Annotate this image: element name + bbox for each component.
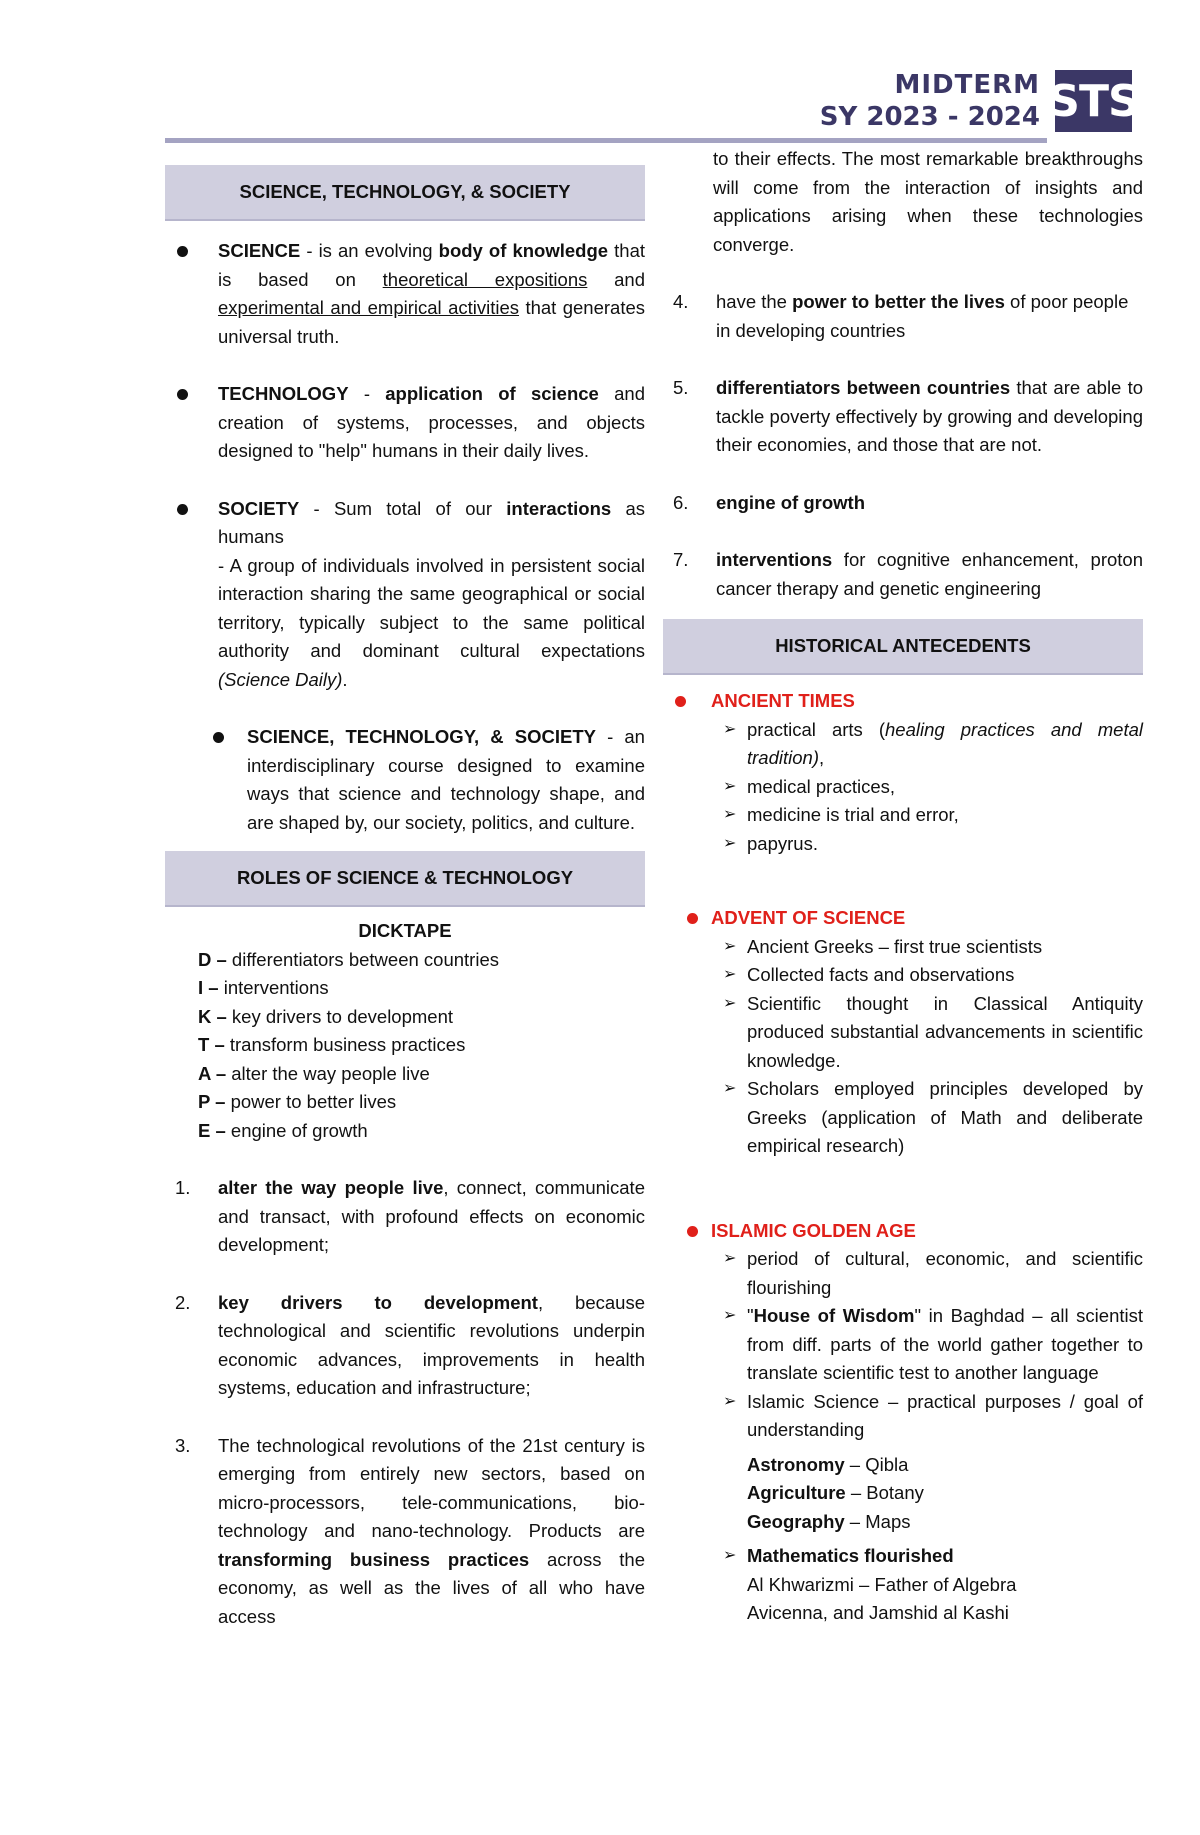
bullet-icon: [177, 504, 188, 515]
role-item-3-continued: to their effects. The most remarkable breakthroughs will come from the interaction of insights and applications arising when these technologies converge.: [713, 148, 1143, 255]
acronym-item: I – interventions: [198, 977, 329, 998]
acronym-title: DICKTAPE: [358, 920, 452, 941]
acronym-list: [165, 946, 645, 1146]
acronym-item: T – transform business practices: [198, 1034, 466, 1055]
ancient-times-title: ANCIENT TIMES: [663, 687, 1143, 716]
arrow-bullet-icon: ➢: [723, 937, 737, 955]
list-item: ➢ Islamic Science – practical purposes / goal of understanding: [663, 1388, 1143, 1445]
bullet-icon: [177, 246, 188, 257]
role-item-2: 2. key drivers to development, because technological and scientific revolutions underpin economic advances, improvements in health systems, education and infrastructure;: [175, 1291, 645, 1398]
section-title-historical: HISTORICAL ANTECEDENTS: [663, 619, 1143, 675]
role-item-1: 1. alter the way people live, connect, communicate and transact, with profound effects on economic development;: [175, 1177, 645, 1255]
bullet-icon: [213, 732, 224, 743]
section-title-sts: SCIENCE, TECHNOLOGY, & SOCIETY: [165, 165, 645, 221]
header-midterm: MIDTERM: [894, 70, 1040, 100]
sts-definition: SCIENCE, TECHNOLOGY, & SOCIETY - an interdisciplinary course designed to examine ways that science and technology shape, and are shaped by, our society, politics, and culture.: [165, 723, 645, 837]
role-item-4: 4. have the power to better the lives of poor people in developing countries: [673, 291, 1129, 341]
header-divider: [165, 138, 1047, 143]
arrow-bullet-icon: ➢: [723, 994, 737, 1012]
role-item-3: 3. The technological revolutions of the 21st century is emerging from entirely new sectors, based on micro-processors, tele-communications, bio-technology and nano-technology. Products are transforming business practices across the economy, as well as the lives of all who have access: [175, 1434, 645, 1627]
technology-definition: TECHNOLOGY - application of science and creation of systems, processes, and objects designed to "help" humans in their daily lives.: [165, 380, 645, 466]
arrow-bullet-icon: ➢: [723, 1307, 737, 1324]
sts-logo: STS: [1055, 70, 1132, 132]
list-item: ➢ Scholars employed principles developed by Greeks (application of Math and deliberate empirical research): [663, 1075, 1143, 1161]
list-item: ➢ "House of Wisdom" in Baghdad – all scientist from diff. parts of the world gather together to translate scientific test to another language: [663, 1302, 1143, 1388]
arrow-bullet-icon: ➢: [723, 1392, 737, 1410]
arrow-bullet-icon: ➢: [723, 834, 737, 852]
acronym-item: D – differentiators between countries: [198, 948, 499, 970]
arrow-bullet-icon: ➢: [723, 1080, 737, 1097]
bullet-icon: [177, 389, 188, 400]
acronym-item: A – alter the way people live: [198, 1062, 430, 1084]
math-line: Avicenna, and Jamshid al Kashi: [747, 1602, 1009, 1623]
list-item: ➢ practical arts (healing practices and metal tradition),: [663, 716, 1143, 773]
red-bullet-icon: [675, 696, 686, 707]
list-item: ➢ period of cultural, economic, and scientific flourishing: [663, 1245, 1143, 1302]
pair-item: Astronomy – Qibla: [747, 1453, 909, 1475]
science-definition: SCIENCE - is an evolving body of knowledge that is based on theoretical expositions and experimental and empirical activities that generates universal truth.: [165, 237, 645, 351]
list-item: ➢ papyrus.: [663, 830, 1143, 859]
acronym-item: P – power to better lives: [198, 1091, 397, 1112]
list-item: ➢ medical practices,: [663, 773, 1143, 802]
red-bullet-icon: [687, 913, 698, 924]
section-title-roles: ROLES OF SCIENCE & TECHNOLOGY: [165, 851, 645, 907]
pair-item: Agriculture – Botany: [747, 1482, 924, 1503]
acronym-item: E – engine of growth: [198, 1119, 368, 1141]
list-item: ➢ Scientific thought in Classical Antiquity produced substantial advancements in scientific knowledge.: [663, 990, 1143, 1076]
arrow-bullet-icon: ➢: [723, 966, 737, 983]
arrow-bullet-icon: ➢: [723, 777, 737, 795]
islamic-golden-age-title: ISLAMIC GOLDEN AGE: [663, 1217, 1143, 1246]
advent-of-science-title: ADVENT OF SCIENCE: [663, 904, 1143, 933]
arrow-bullet-icon: ➢: [723, 806, 737, 823]
list-item: ➢ medicine is trial and error,: [663, 801, 1143, 830]
pair-list: [663, 1451, 1143, 1537]
society-definition: SOCIETY - Sum total of our interactions as humans - A group of individuals involved in persistent social interaction sharing the same geographical or social territory, typically subject to the same political authority and dominant cultural expectations (Science Daily).: [165, 495, 645, 695]
arrow-bullet-icon: ➢: [723, 1250, 737, 1267]
role-item-7: 7. interventions for cognitive enhancement, proton cancer therapy and genetic engineering: [673, 549, 1143, 599]
arrow-bullet-icon: ➢: [723, 720, 737, 738]
list-item: ➢ Ancient Greeks – first true scientists: [663, 933, 1143, 962]
left-column: [165, 165, 645, 1631]
acronym-item: K – key drivers to development: [198, 1005, 454, 1027]
right-column: [663, 145, 1143, 1628]
list-item: ➢ Mathematics flourished: [663, 1542, 1143, 1571]
header-school-year: SY 2023 - 2024: [819, 102, 1040, 132]
role-item-6: 6. engine of growth: [673, 491, 866, 513]
math-line: Al Khwarizmi – Father of Algebra: [747, 1573, 1017, 1595]
list-item: ➢ Collected facts and observations: [663, 961, 1143, 990]
role-item-5: 5. differentiators between countries that are able to tackle poverty effectively by growing and developing their economies, and those that are not.: [673, 377, 1143, 455]
pair-item: Geography – Maps: [747, 1510, 911, 1532]
red-bullet-icon: [687, 1226, 698, 1237]
arrow-bullet-icon: ➢: [723, 1547, 737, 1564]
